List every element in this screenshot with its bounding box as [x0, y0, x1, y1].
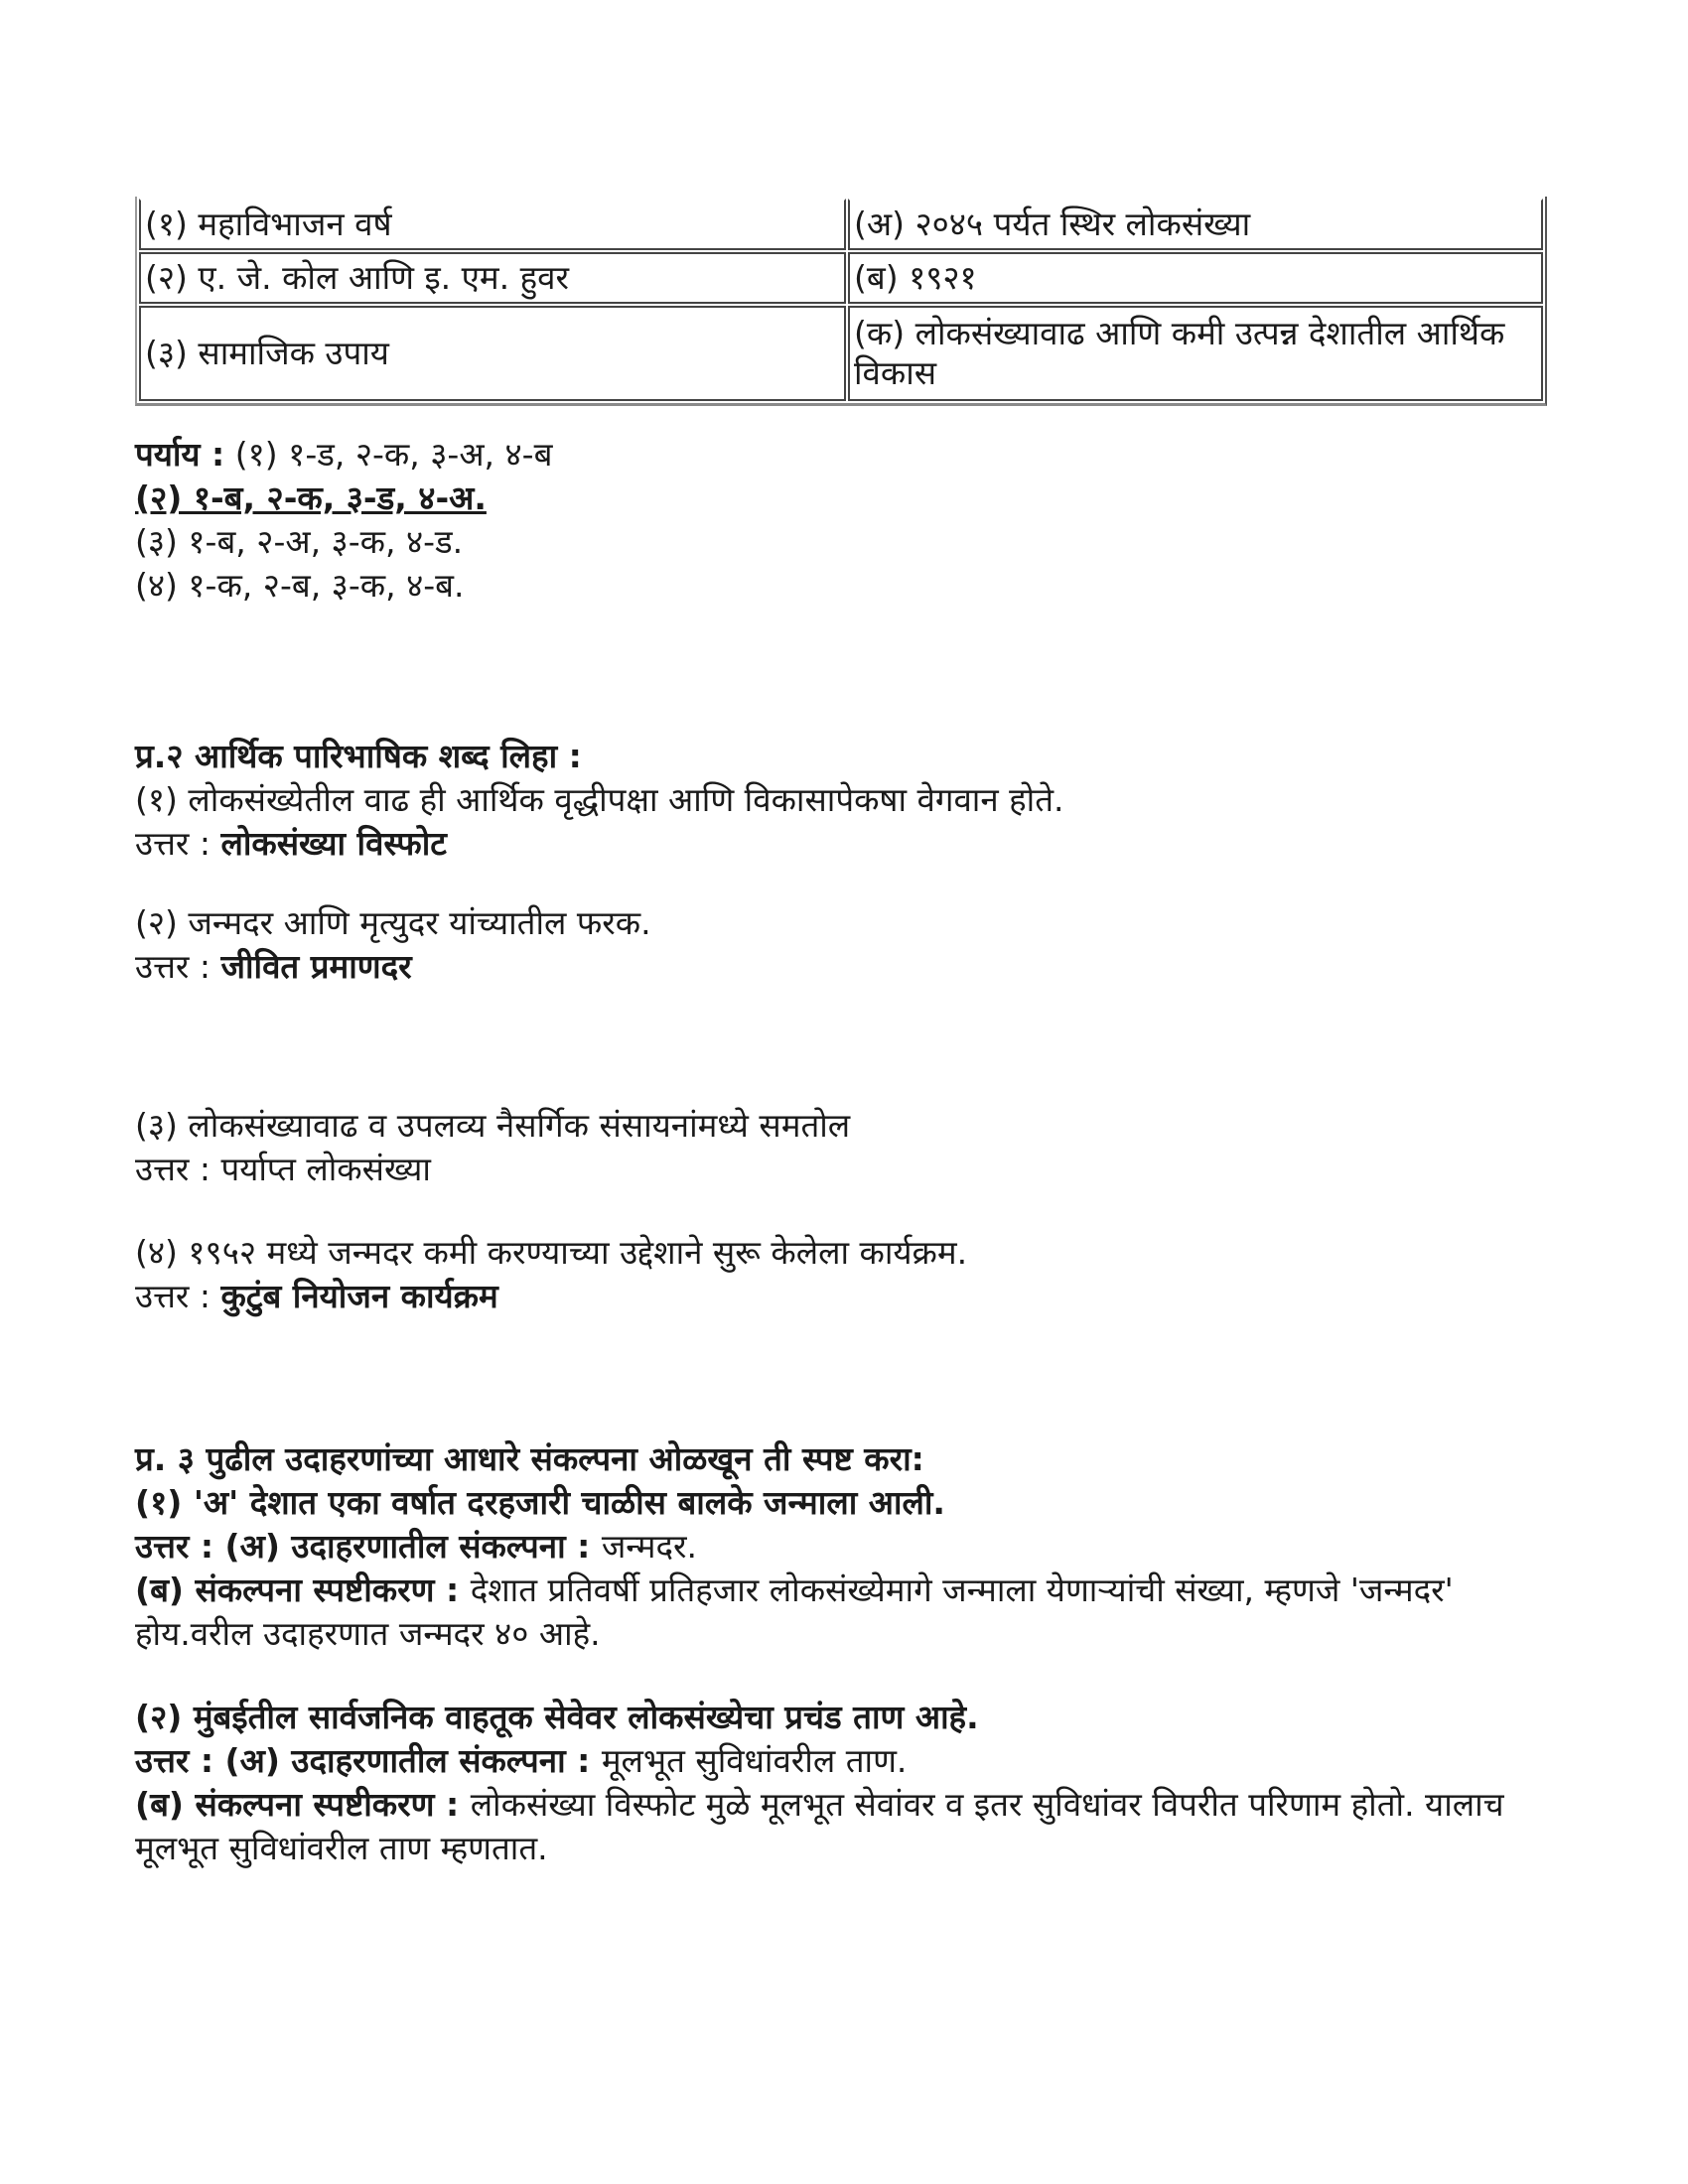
q3-item-1 — [135, 1481, 1555, 1656]
q2-answer: उत्तर : पर्याप्त लोकसंख्या — [135, 1150, 431, 1188]
table-cell-right: (क) लोकसंख्यावाढ आणि कमी उत्पन्न देशातील आर्थिक विकास — [848, 306, 1543, 401]
q3-concept: उत्तर : (अ) उदाहरणातील संकल्पना : जन्मदर. — [135, 1527, 698, 1566]
q2-question: (४) १९५२ मध्ये जन्मदर कमी करण्याच्या उद्देशाने सुरू केलेला कार्यक्रम. — [135, 1233, 968, 1272]
option-4: (४) १-क, २-ब, ३-क, ४-ब. — [135, 566, 465, 605]
q3-example: (१) 'अ' देशात एका वर्षात दरहजारी चाळीस बालके जन्माला आली. — [135, 1483, 945, 1522]
options-label: पर्याय : — [135, 435, 225, 474]
q3-heading: प्र. ३ पुढील उदाहरणांच्या आधारे संकल्पना ओळखून ती स्पष्ट करा: — [135, 1439, 924, 1478]
option-1: पर्याय : (१) १-ड, २-क, ३-अ, ४-ब — [135, 435, 553, 474]
q3-concept: उत्तर : (अ) उदाहरणातील संकल्पना : मूलभूत सुविधांवरील ताण. — [135, 1741, 908, 1780]
q2-item-2 — [135, 901, 651, 989]
table-row — [139, 306, 1543, 401]
q2-item-3 — [135, 1104, 850, 1191]
q2-question: (३) लोकसंख्यावाढ व उपलव्य नैसर्गिक संसायनांमध्ये समतोल — [135, 1106, 851, 1145]
q2-answer: उत्तर : लोकसंख्या विस्फोट — [135, 824, 447, 863]
q2-question: (१) लोकसंख्येतील वाढ ही आर्थिक वृद्धीपक्षा आणि विकासापेकषा वेगवान होते. — [135, 780, 1064, 819]
table-row — [139, 252, 1543, 304]
table-cell-left: (२) ए. जे. कोल आणि इ. एम. हुवर — [139, 252, 846, 304]
table-cell-right: (ब) १९२१ — [848, 252, 1543, 304]
q2-question: (२) जन्मदर आणि मृत्युदर यांच्यातील फरक. — [135, 903, 651, 942]
q3-explanation: (ब) संकल्पना स्पष्टीकरण : लोकसंख्या विस्फोट मुळे मूलभूत सेवांवर व इतर सुविधांवर विपरीत परिणाम होतो. यालाच मूलभूत सुविधांवरील ताण म्हणतात. — [135, 1785, 1504, 1867]
table-row — [139, 199, 1543, 250]
q2-item-1 — [135, 778, 1064, 866]
q3-example: (२) मुंबईतील सार्वजनिक वाहतूक सेवेवर लोकसंख्येचा प्रचंड ताण आहे. — [135, 1698, 979, 1736]
option-2-correct: (२) १-ब, २-क, ३-ड, ४-अ. — [135, 478, 487, 517]
q2-heading: प्र.२ आर्थिक पारिभाषिक शब्द लिहा : — [135, 737, 582, 775]
q3-explanation: (ब) संकल्पना स्पष्टीकरण : देशात प्रतिवर्षी प्रतिहजार लोकसंख्येमागे जन्माला येणाऱ्यांची संख्या, म्हणजे 'जन्मदर' होय.वरील उदाहरणात जन्मदर ४० आहे. — [135, 1570, 1454, 1653]
q2-answer: उत्तर : कुटुंब नियोजन कार्यक्रम — [135, 1277, 498, 1315]
q3-item-2 — [135, 1696, 1555, 1870]
option-3: (३) १-ब, २-अ, ३-क, ४-ड. — [135, 522, 464, 561]
table-cell-right: (अ) २०४५ पर्यत स्थिर लोकसंख्या — [848, 199, 1543, 250]
table-cell-left: (१) महाविभाजन वर्ष — [139, 199, 846, 250]
match-table — [135, 197, 1547, 406]
q2-answer: उत्तर : जीवित प्रमाणदर — [135, 947, 412, 986]
options-block — [135, 433, 552, 608]
table-cell-left: (३) सामाजिक उपाय — [139, 306, 846, 401]
q2-item-4 — [135, 1231, 967, 1318]
